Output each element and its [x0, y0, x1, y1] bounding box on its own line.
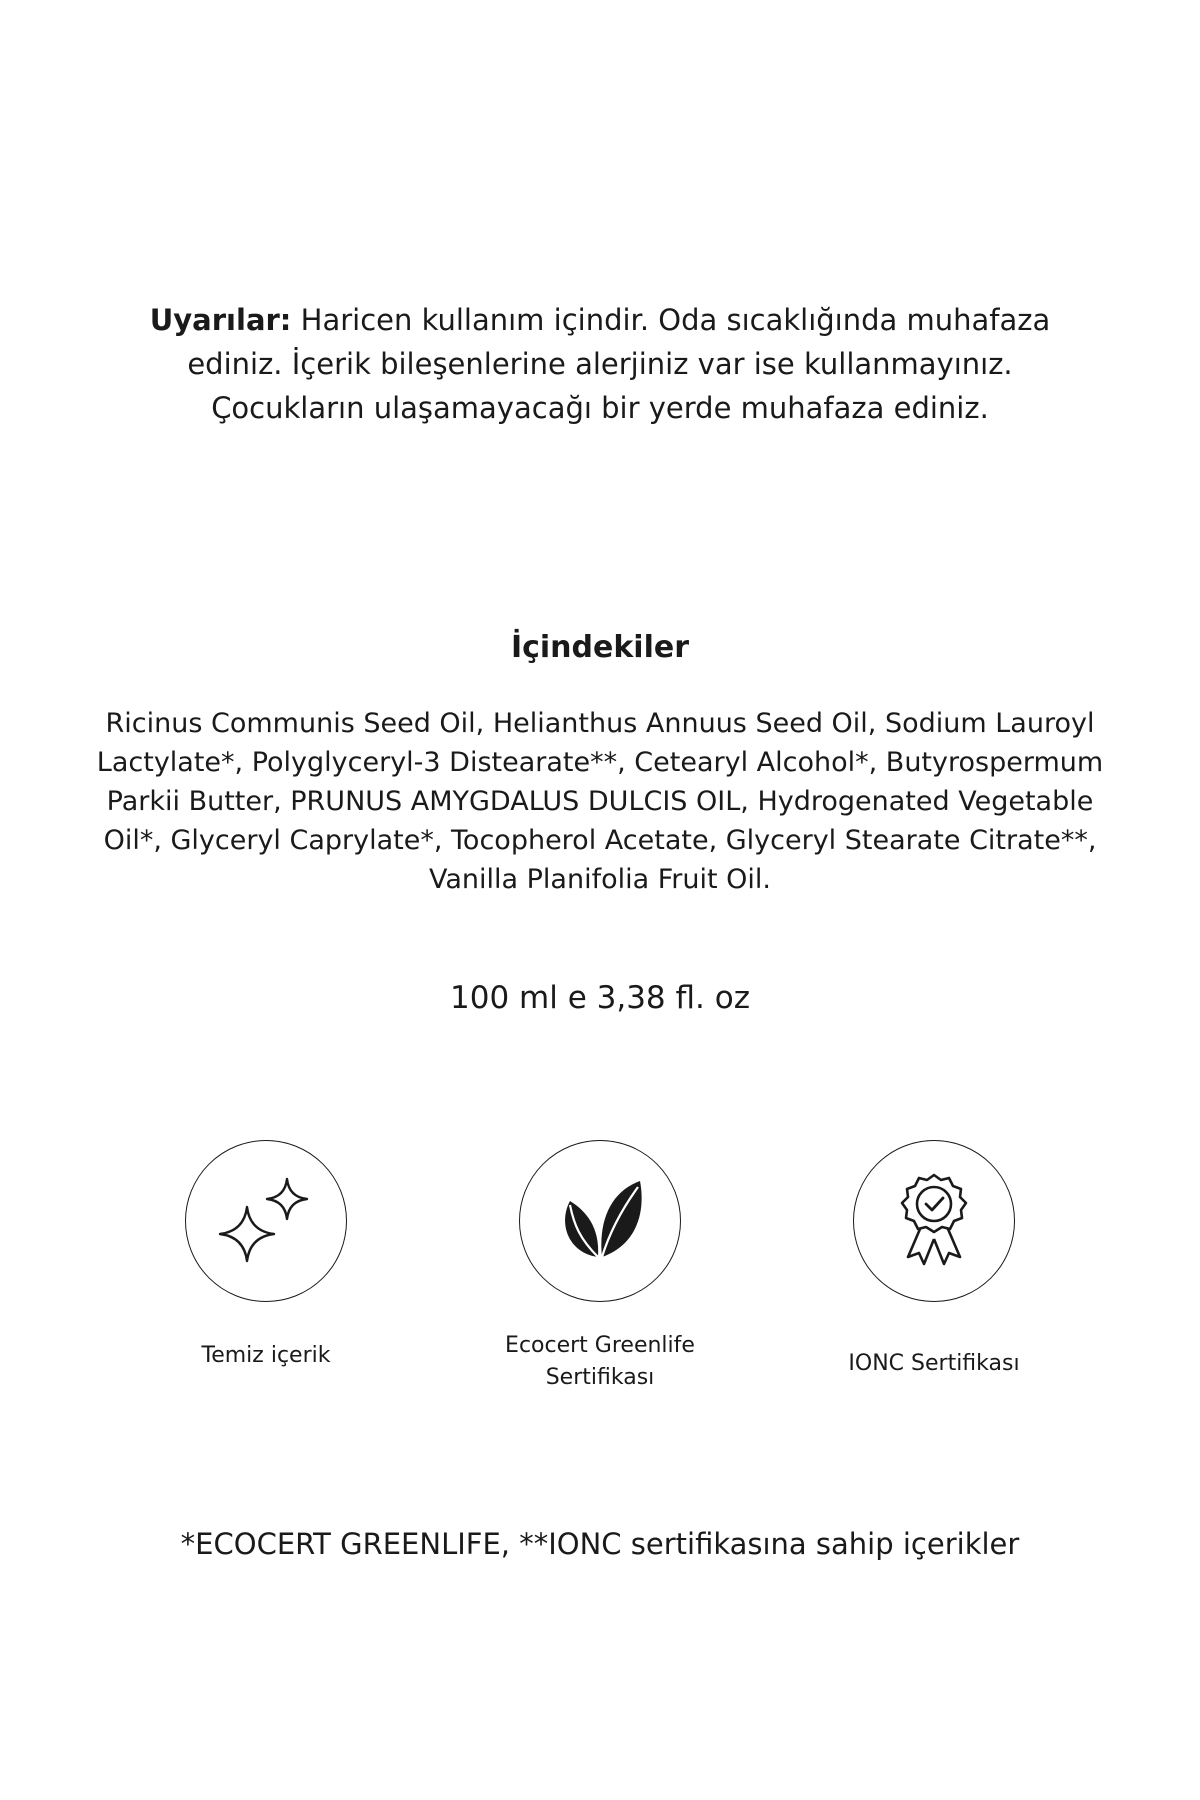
badge-label: Temiz içerik [201, 1343, 331, 1368]
badge-ionc [804, 1140, 1064, 1380]
badge-circle [853, 1140, 1015, 1302]
badge-label: IONC Sertifikası [848, 1351, 1020, 1376]
badge-ecocert [470, 1140, 730, 1394]
ingredients-title: İçindekiler [510, 630, 690, 665]
ingredients-list: Ricinus Communis Seed Oil, Helianthus Annuus Seed Oil, Sodium Lauroyl Lactylate*, Polyglyceryl-3 Distearate**, Cetearyl Alcohol*, Butyrospermum Parkii Butter, PRUNUS AMYGDALUS DULCIS OIL, Hydrogenated Vegetable Oil*, Glyceryl Caprylate*, Tocopherol Acetate, Glyceryl Stearate Citrate**, Vanilla Planifolia Fruit Oil. [96, 708, 1104, 895]
certification-footnote: *ECOCERT GREENLIFE, **IONC sertifikasına sahip içerikler [180, 1527, 1020, 1561]
badge-label: Ecocert Greenlife Sertifikası [505, 1333, 695, 1390]
certification-badges [0, 1140, 1200, 1420]
leaves-icon [540, 1161, 660, 1281]
badge-circle [519, 1140, 681, 1302]
badge-clean-ingredients [136, 1140, 396, 1372]
volume-text: 100 ml e 3,38 fl. oz [450, 980, 750, 1016]
warnings-paragraph [120, 298, 1080, 430]
award-ribbon-icon [874, 1161, 994, 1281]
warnings-label: Uyarılar: [149, 303, 292, 337]
sparkles-icon [206, 1161, 326, 1281]
warnings-text: Haricen kullanım içindir. Oda sıcaklığında muhafaza ediniz. İçerik bileşenlerine alerjiniz var ise kullanmayınız. Çocukların ulaşamayacağı bir yerde muhafaza ediniz. [187, 303, 1051, 425]
badge-circle [185, 1140, 347, 1302]
